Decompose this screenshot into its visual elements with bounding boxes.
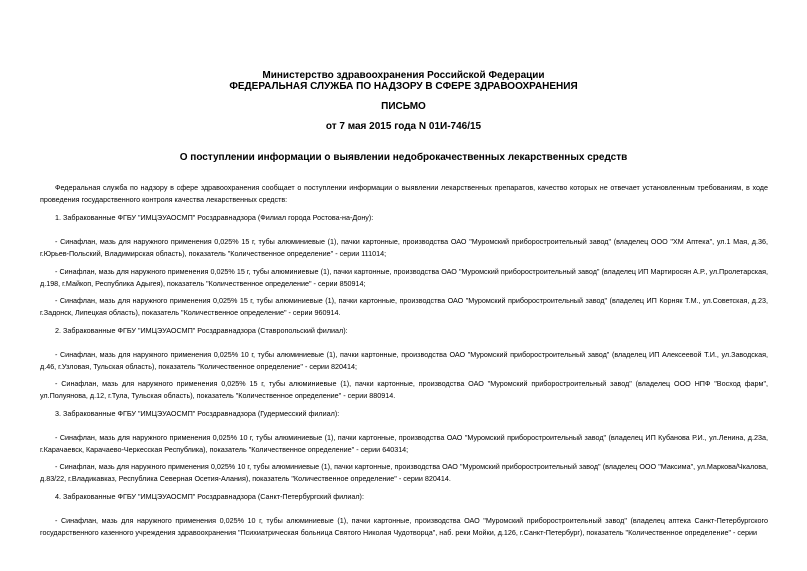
section-heading-3: 3. Забракованные ФГБУ "ИМЦЭУАОСМП" Росздравнадзора (Гудермесский филиал): (55, 409, 340, 418)
document-subject: О поступлении информации о выявлении недоброкачественных лекарственных средств (179, 152, 628, 163)
list-item: - Синафлан, мазь для наружного применения 0,025% 10 г, тубы алюминиевые (1), пачки картонные, производства ОАО "Муромский приборостроительный завод" (владелец ООО "Максима", ул.Маркова/Чкалова, д.83/22, г.Владикавказ, Республика Северная Осетия-Алания), показатель "Количественное определение" - серии 820414. (40, 462, 768, 483)
list-item: - Синафлан, мазь для наружного применения 0,025% 15 г, тубы алюминиевые (1), пачки картонные, производства ОАО "Муромский приборостроительный завод" (владелец ИП Мартиросян А.Р., ул.Пролетарская, д.198, г.Майкоп, Республика Адыгея), показатель "Количественное определение" - серии 850914; (40, 267, 768, 288)
document-date-number: от 7 мая 2015 года N 01И-746/15 (325, 121, 482, 132)
section-heading-1: 1. Забракованные ФГБУ "ИМЦЭУАОСМП" Росздравнадзора (Филиал города Ростова-на-Дону): (55, 213, 374, 222)
document-type: ПИСЬМО (381, 101, 426, 112)
service-title: ФЕДЕРАЛЬНАЯ СЛУЖБА ПО НАДЗОРУ В СФЕРЕ ЗДРАВООХРАНЕНИЯ (229, 81, 578, 92)
section-heading-2: 2. Забракованные ФГБУ "ИМЦЭУАОСМП" Росздравнадзора (Ставропольский филиал): (55, 326, 348, 335)
list-item: - Синафлан, мазь для наружного применения 0,025% 15 г, тубы алюминиевые (1), пачки картонные, производства ОАО "Муромский приборостроительный завод" (владелец ООО "ХМ Аптека", ул.1 Мая, д.36, г.Юрьев-Польский, Владимирская область), показатель "Количественное определение" - серии 111014; (40, 237, 768, 258)
ministry-title: Министерство здравоохранения Российской Федерации (262, 70, 545, 81)
intro-paragraph: Федеральная служба по надзору в сфере здравоохранения сообщает о поступлении информации о выявлении лекарственных препаратов, качество которых не отвечает установленным требованиям, в ходе проведения государственного контроля качества лекарственных средств: (40, 183, 768, 204)
list-item: - Синафлан, мазь для наружного применения 0,025% 10 г, тубы алюминиевые (1), пачки картонные, производства ОАО "Муромский приборостроительный завод" (владелец ИП Алексеевой Т.И., ул.Заводская, д.46, г.Узловая, Тульская область), показатель "Количественное определение" - серии 820414; (40, 350, 768, 371)
list-item: - Синафлан, мазь для наружного применения 0,025% 15 г, тубы алюминиевые (1), пачки картонные, производства ОАО "Муромский приборостроительный завод" (владелец ИП Корняк Т.М., ул.Советская, д.23, г.Задонск, Липецкая область), показатель "Количественное определение" - серии 960914. (40, 296, 768, 317)
list-item: - Синафлан, мазь для наружного применения 0,025% 10 г, тубы алюминиевые (1), пачки картонные, производства ОАО "Муромский приборостроительный завод" (владелец аптека Санкт-Петербургского государственного казенного учреждения здравоохранения "Психиатрическая больница Святого Николая Чудотворца", наб. реки Мойки, д.126, г.Санкт-Петербург), показатель "Количественное определение" - серии (40, 516, 768, 537)
list-item: - Синафлан, мазь для наружного применения 0,025% 15 г, тубы алюминиевые (1), пачки картонные, производства ОАО "Муромский приборостроительный завод" (владелец ООО НПФ "Восход фарм", ул.Полуянова, д.12, г.Тула, Тульская область), показатель "Количественное определение" - серии 880914. (40, 379, 768, 400)
section-heading-4: 4. Забракованные ФГБУ "ИМЦЭУАОСМП" Росздравнадзора (Санкт-Петербургский филиал): (55, 492, 364, 501)
list-item: - Синафлан, мазь для наружного применения 0,025% 10 г, тубы алюминиевые (1), пачки картонные, производства ОАО "Муромский приборостроительный завод" (владелец ИП Кубанова Р.И., ул.Ленина, д.23а, г.Карачаевск, Карачаево-Черкесская Республика), показатель "Количественное определение" - серии 640314; (40, 433, 768, 454)
